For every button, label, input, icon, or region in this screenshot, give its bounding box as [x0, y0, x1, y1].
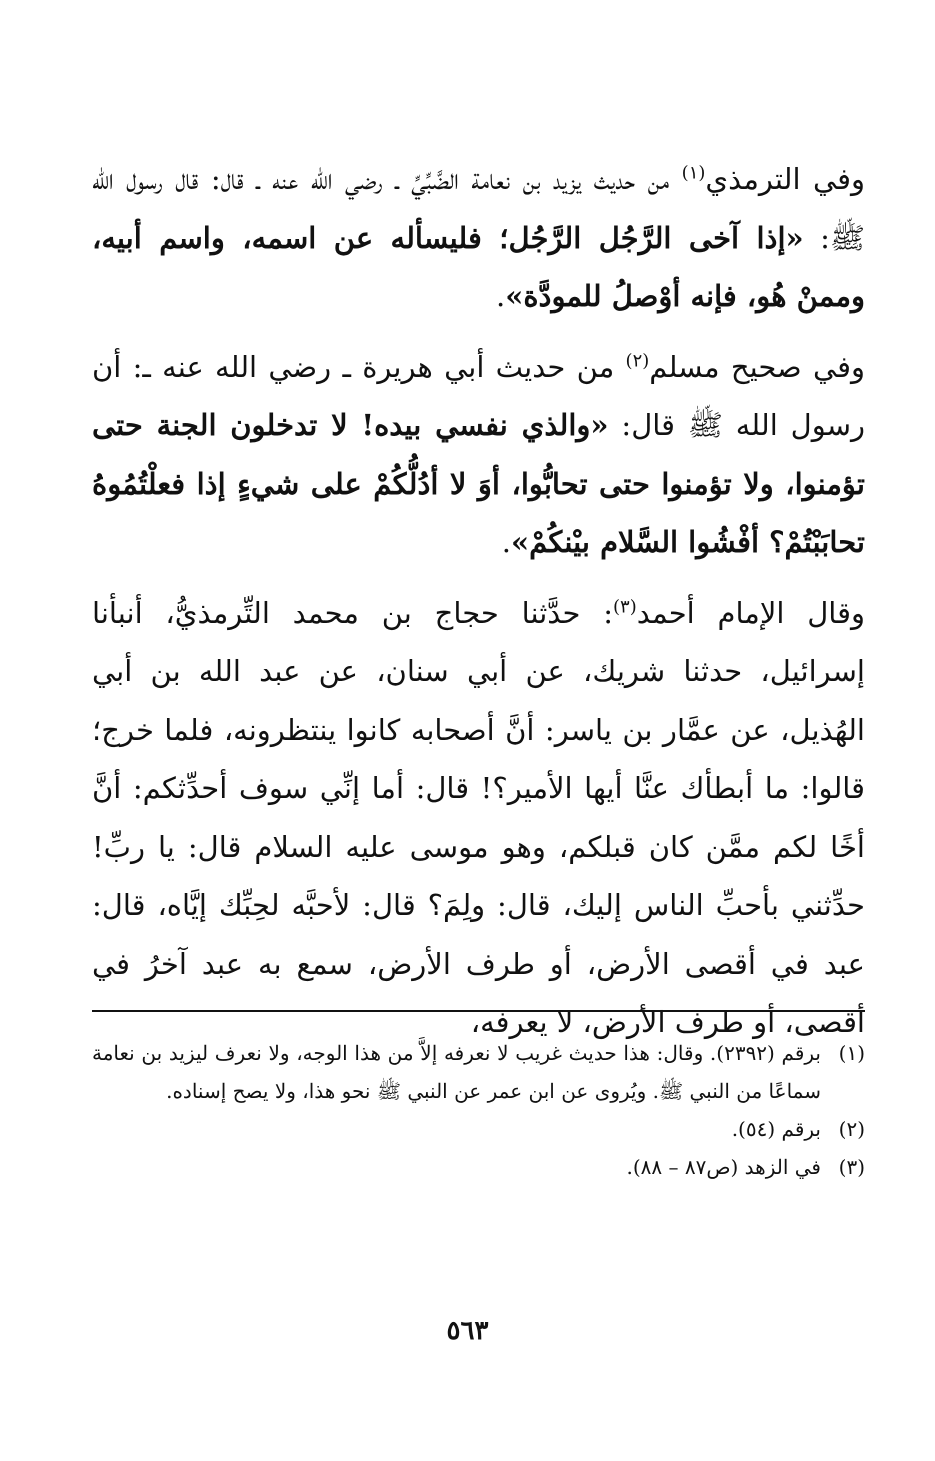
footnote-reference[interactable]: (٢): [625, 349, 650, 371]
paragraph-body: من حديث أبي هريرة ـ رضي الله عنه ـ: أن رسول الله ﷺ قال:: [92, 349, 865, 442]
footnote-2: [92, 1110, 865, 1148]
footnote-text: برقم (٥٤).: [731, 1117, 821, 1141]
paragraph-3: [92, 584, 865, 1052]
paragraph-body: : حدَّثنا حجاج بن محمد التِّرمذيُّ، أنبأنا إسرائيل، حدثنا شريك، عن أبي سنان، عن عبد الله بن أبي الهُذيل، عن عمَّار بن ياسر: أنَّ أصحابه كانوا ينتظرونه، فلما خرج؛ قالوا: ما أبطأك عنَّا أيها الأمير؟! قال: أما إنِّي سوف أحدِّثكم: أنَّ أخًا لكم ممَّن كان قبلكم، وهو موسى عليه السلام قال: يا ربِّ! حدِّثني بأحبِّ الناس إليك، قال: ولِمَ؟ قال: لأحبَّه لحِبِّك إيَّاه، قال: عبد في أقصى الأرض، أو طرف الأرض، سمع به عبد آخرُ في أقصى، أو طرف الأرض، لا يعرفه،: [92, 595, 865, 1039]
page-number: ٥٦٣: [446, 1316, 489, 1346]
footnote-number: (٣): [838, 1155, 865, 1179]
paragraph-intro: وقال الإمام أحمد: [636, 595, 866, 630]
paragraph-intro: وفي صحيح مسلم: [649, 349, 865, 384]
hadith-quote: «إذا آخى الرَّجُل الرَّجُل؛ فليسأله عن اسمه، واسم أبيه، وممنْ هُو، فإنه أوْصلُ للمودَّة»: [92, 220, 865, 313]
footnote-text: في الزهد (ص٨٧ – ٨٨).: [626, 1155, 821, 1179]
footnote-reference[interactable]: (٣): [613, 595, 637, 617]
paragraph-end: .: [496, 279, 506, 313]
paragraph-intro: وفي الترمذي: [705, 162, 865, 196]
footnote-reference[interactable]: (١): [681, 162, 706, 184]
paragraph-2: [92, 338, 865, 572]
paragraph-1: [92, 150, 865, 326]
footnote-number: (٢): [838, 1117, 865, 1141]
main-text: [92, 150, 865, 1064]
hadith-quote: «والذي نفسي بيده! لا تدخلون الجنة حتى تؤمنوا، ولا تؤمنوا حتى تحابُّوا، أوَ لا أدُلُّكُمْ على شيءٍ إذا فعلْتُمُوهُ تحابَبْتُمْ؟ أفْشُوا السَّلام بيْنكُمْ»: [92, 408, 865, 559]
footnotes-section: [92, 1010, 865, 1186]
footnote-text: برقم (٢٣٩٢). وقال: هذا حديث غريب لا نعرفه إلاَّ من هذا الوجه، ولا نعرف ليزيد بن نعامة سماعًا من النبي ﷺ. ويُروى عن ابن عمر عن النبي ﷺ نحو هذا، ولا يصح إسناده.: [92, 1041, 822, 1103]
footnote-number: (١): [838, 1041, 865, 1065]
paragraph-body: من حديث يزيد بن نعامة الضَّبِّيِّ ـ رضي الله عنه ـ قال: قال رسول الله ﷺ:: [92, 162, 865, 255]
footnote-3: [92, 1148, 865, 1186]
paragraph-end: .: [501, 525, 511, 559]
footnote-1: [92, 1034, 865, 1110]
